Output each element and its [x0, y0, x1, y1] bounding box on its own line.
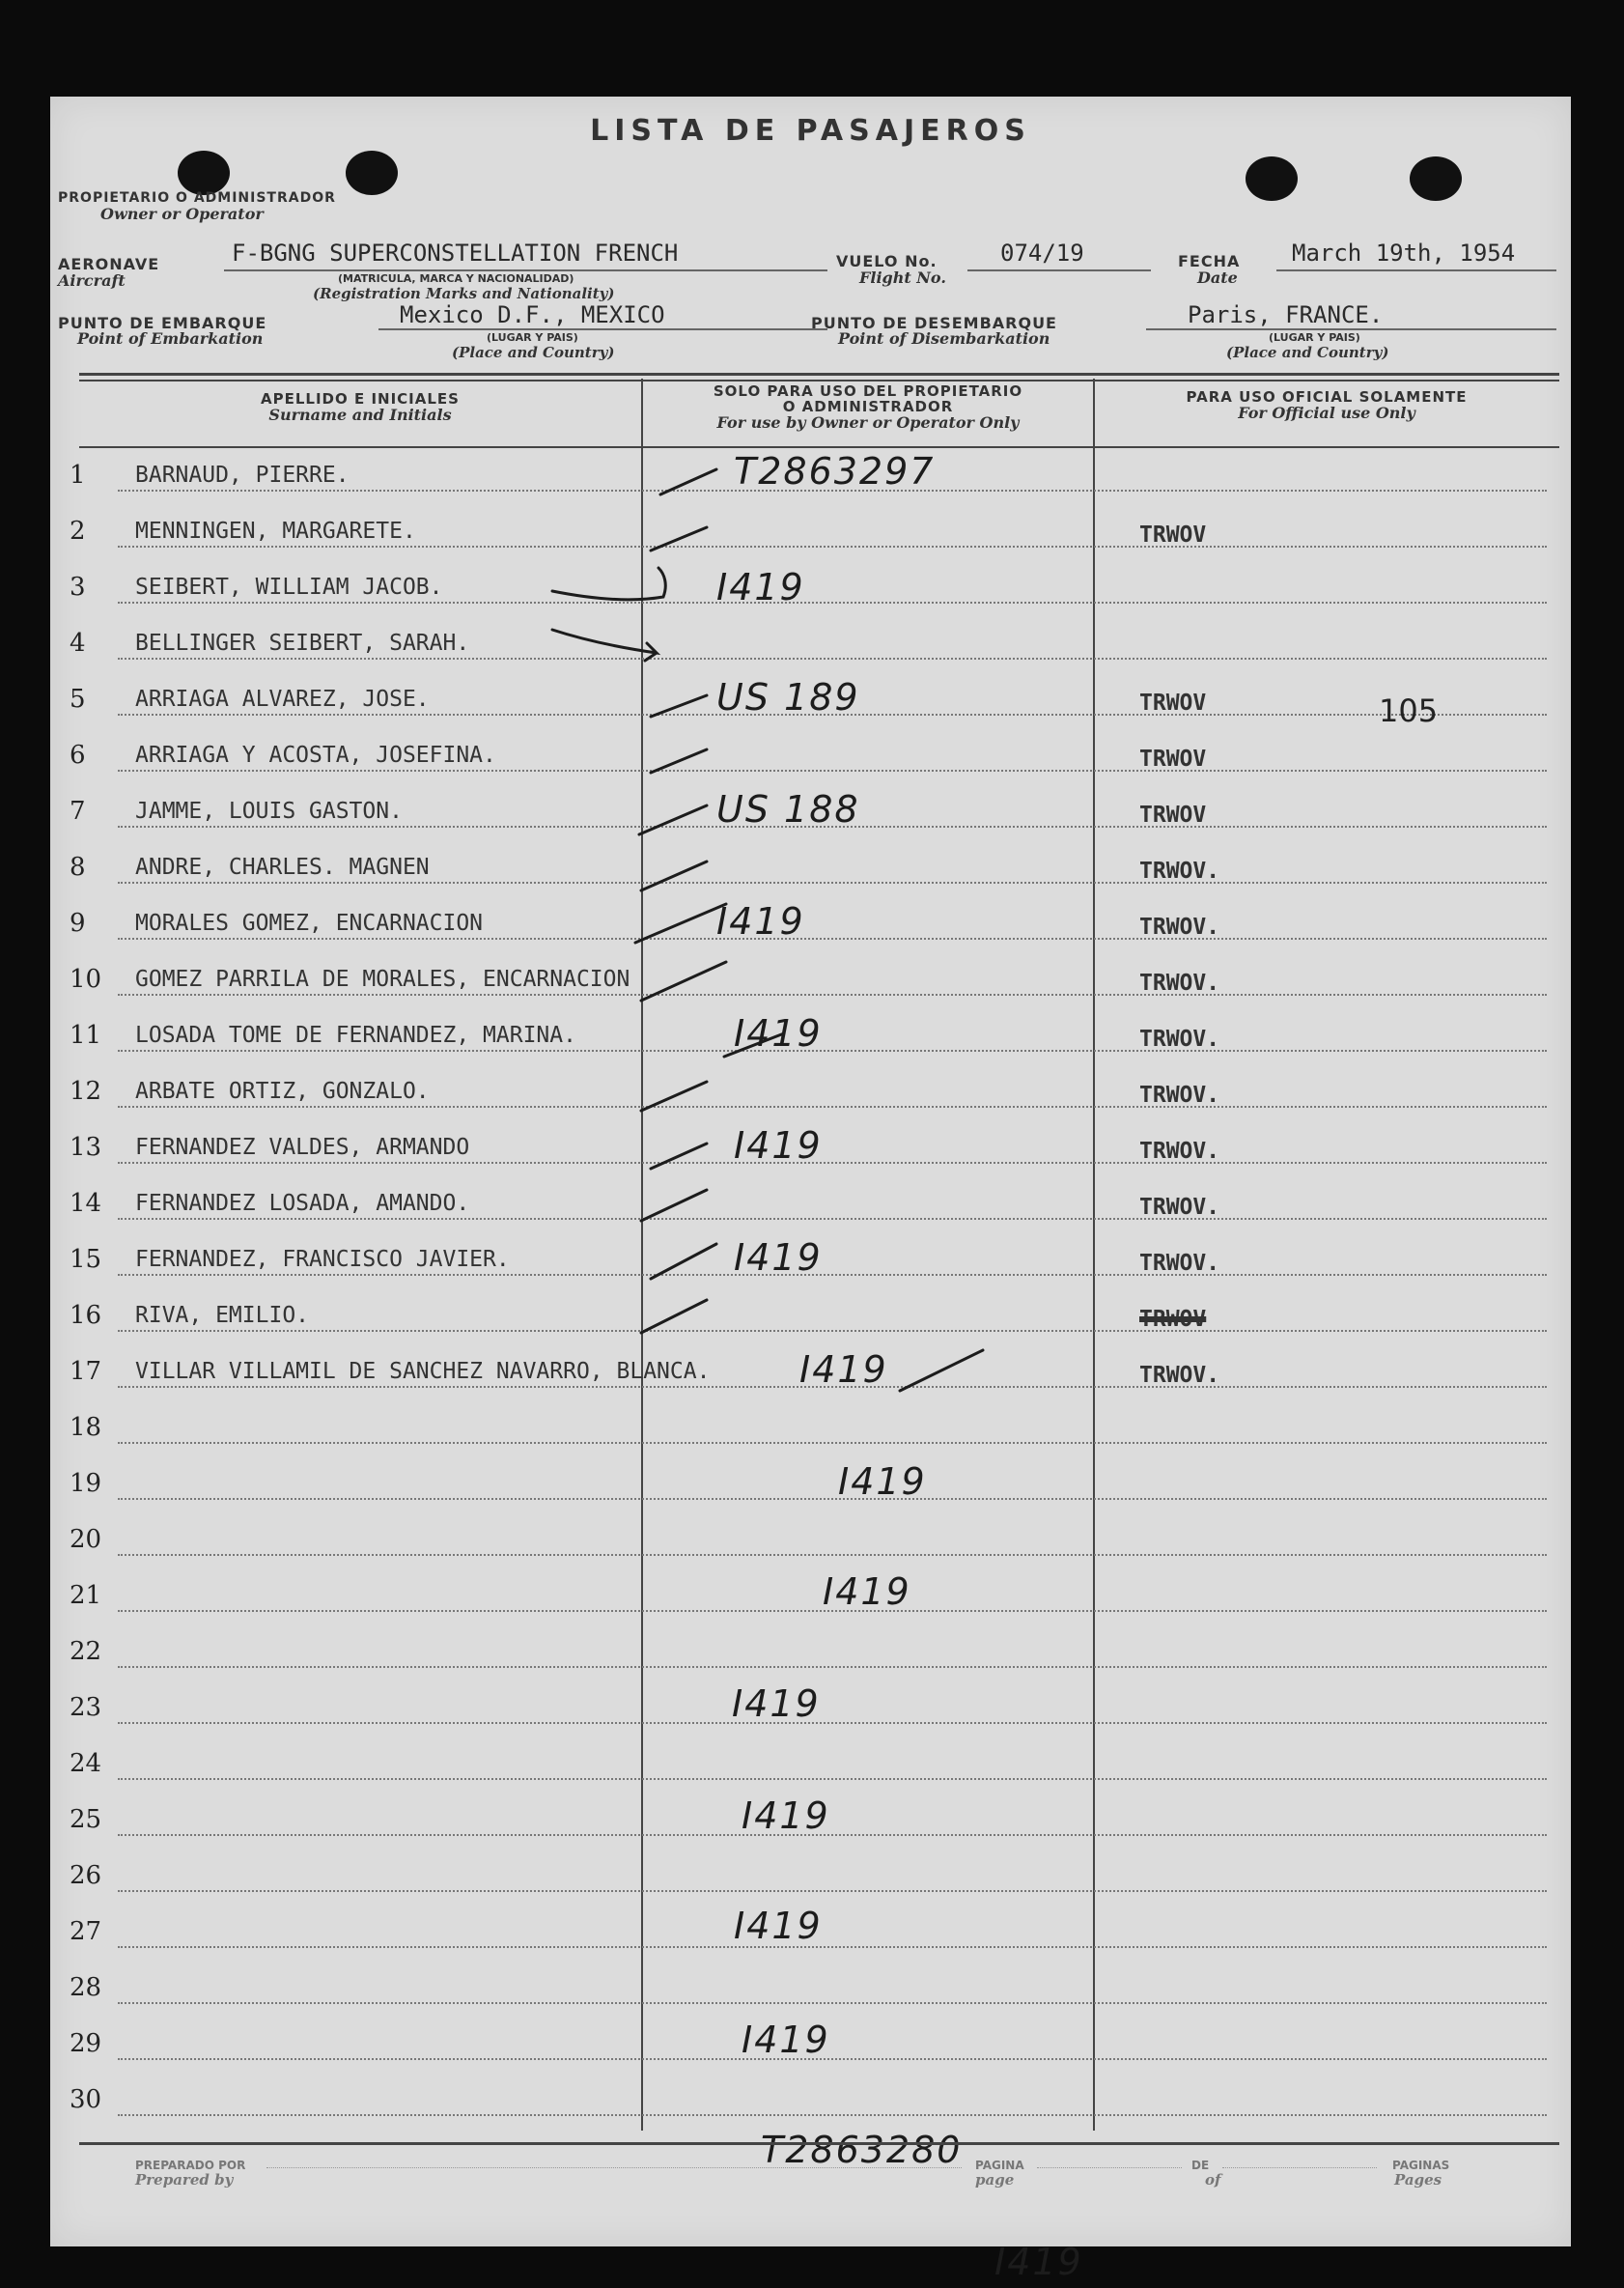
passenger-name: GOMEZ PARRILA DE MORALES, ENCARNACION: [135, 967, 630, 992]
row-number: 1: [70, 461, 86, 490]
passenger-name: FERNANDEZ LOSADA, AMANDO.: [135, 1191, 470, 1216]
passenger-name: LOSADA TOME DE FERNANDEZ, MARINA.: [135, 1023, 576, 1048]
flight-value: 074/19: [1000, 240, 1084, 267]
row-number: 28: [70, 1973, 102, 2002]
row-number: 20: [70, 1525, 102, 1554]
check-mark: [639, 805, 707, 834]
owner-code: I419: [838, 1460, 927, 1503]
row-number: 14: [70, 1189, 102, 1218]
check-mark: [641, 1082, 707, 1111]
aircraft-sub: (MATRICULA, MARCA Y NACIONALIDAD): [338, 272, 574, 285]
row-number: 18: [70, 1413, 102, 1442]
owner-code: T2863297: [734, 450, 936, 493]
check-mark: [641, 962, 726, 1001]
row-number: 30: [70, 2085, 102, 2114]
row-number: 15: [70, 1245, 102, 1274]
pages-label-en: Pages: [1394, 2171, 1442, 2189]
check-mark: [641, 1190, 707, 1221]
owner-code: I419: [799, 1348, 888, 1391]
prepared-underline: [266, 2167, 962, 2168]
check-mark: [651, 695, 707, 717]
row-number: 11: [70, 1021, 102, 1050]
disembark-label: PUNTO DE DESEMBARQUE: [811, 314, 1057, 332]
official-column-title: PARA USO OFICIAL SOLAMENTE: [1186, 388, 1468, 406]
name-column-subtitle: Surname and Initials: [268, 405, 452, 424]
passenger-name: BELLINGER SEIBERT, SARAH.: [135, 631, 470, 656]
official-stamp: TRWOV: [1139, 523, 1207, 548]
passenger-name: VILLAR VILLAMIL DE SANCHEZ NAVARRO, BLANCA.: [135, 1359, 711, 1384]
embark-label: PUNTO DE EMBARQUE: [58, 314, 267, 332]
disembark-label-en: Point of Disembarkation: [838, 329, 1050, 348]
row-number: 26: [70, 1861, 102, 1890]
official-stamp: TRWOV: [1139, 1307, 1207, 1332]
check-mark: [635, 904, 726, 943]
pages-label: PAGINAS: [1392, 2159, 1450, 2172]
row-number: 19: [70, 1469, 102, 1498]
check-mark: [651, 749, 707, 773]
disembark-value: Paris, FRANCE.: [1188, 301, 1384, 328]
owner-code: T2863280: [761, 2129, 963, 2171]
passenger-name: ARRIAGA ALVAREZ, JOSE.: [135, 687, 430, 712]
passenger-name: JAMME, LOUIS GASTON.: [135, 799, 403, 824]
page-label-en: page: [975, 2171, 1015, 2189]
of-label: DE: [1191, 2159, 1210, 2172]
row-number: 25: [70, 1805, 102, 1834]
prepared-label-en: Prepared by: [135, 2171, 234, 2189]
check-mark: [641, 1300, 707, 1333]
official-column-subtitle: For Official use Only: [1238, 403, 1415, 422]
row-number: 29: [70, 2029, 102, 2058]
check-mark: [660, 469, 716, 494]
official-stamp: TRWOV: [1139, 803, 1207, 828]
owner-code: I419: [716, 900, 805, 943]
official-note: 105: [1379, 692, 1439, 729]
owner-label: PROPIETARIO O ADMINISTRADOR: [58, 190, 336, 206]
name-column-title: APELLIDO E INICIALES: [261, 390, 460, 408]
passenger-name: MENNINGEN, MARGARETE.: [135, 519, 416, 544]
aircraft-label: AERONAVE: [58, 255, 160, 273]
check-mark: [641, 862, 707, 890]
check-mark: [651, 1244, 716, 1279]
row-number: 22: [70, 1637, 102, 1666]
owner-code: I419: [734, 1124, 823, 1167]
passenger-name: RIVA, EMILIO.: [135, 1303, 310, 1328]
official-stamp: TRWOV.: [1139, 859, 1220, 884]
owner-code: I419: [742, 2019, 830, 2061]
official-stamp: TRWOV.: [1139, 1363, 1220, 1388]
official-stamp: TRWOV.: [1139, 1195, 1220, 1220]
embark-value: Mexico D.F., MEXICO: [400, 301, 665, 328]
aircraft-label-en: Aircraft: [58, 271, 126, 290]
check-mark: [651, 1144, 707, 1169]
row-number: 10: [70, 965, 102, 994]
official-stamp: TRWOV.: [1139, 1027, 1220, 1052]
owner-code: I419: [994, 2241, 1083, 2283]
row-number: 9: [70, 909, 86, 938]
owner-code: I419: [823, 1570, 911, 1613]
arrow-mark: [552, 568, 665, 600]
check-mark: [651, 527, 707, 551]
of-underline: [1222, 2167, 1377, 2168]
embark-sub: (LUGAR Y PAIS): [487, 331, 578, 344]
aircraft-value: F-BGNG SUPERCONSTELLATION FRENCH: [232, 240, 679, 267]
row-number: 3: [70, 573, 86, 602]
passenger-name: BARNAUD, PIERRE.: [135, 463, 350, 488]
row-number: 2: [70, 517, 86, 546]
date-value: March 19th, 1954: [1292, 240, 1516, 267]
official-stamp: TRWOV.: [1139, 915, 1220, 940]
owner-column-title: SOLO PARA USO DEL PROPIETARIO: [713, 382, 1023, 400]
row-number: 23: [70, 1693, 102, 1722]
official-stamp: TRWOV: [1139, 691, 1207, 716]
row-number: 17: [70, 1357, 102, 1386]
row-number: 27: [70, 1917, 102, 1946]
date-label-en: Date: [1197, 268, 1238, 287]
official-stamp: TRWOV.: [1139, 1083, 1220, 1108]
owner-column-title-2: O ADMINISTRADOR: [782, 397, 954, 415]
owner-label-en: Owner or Operator: [100, 205, 264, 223]
owner-code: US 189: [716, 676, 860, 719]
owner-code: I419: [734, 1236, 823, 1279]
row-number: 13: [70, 1133, 102, 1162]
row-number: 21: [70, 1581, 102, 1610]
passenger-name: ARRIAGA Y ACOSTA, JOSEFINA.: [135, 743, 496, 768]
owner-code: I419: [732, 1682, 821, 1725]
of-label-en: of: [1205, 2171, 1221, 2189]
official-stamp: TRWOV.: [1139, 971, 1220, 996]
owner-code: I419: [734, 1012, 823, 1055]
passenger-name: ARBATE ORTIZ, GONZALO.: [135, 1079, 430, 1104]
owner-code: I419: [734, 1905, 823, 1947]
official-stamp: TRWOV.: [1139, 1251, 1220, 1276]
flight-label: VUELO No.: [836, 252, 938, 270]
passenger-name: MORALES GOMEZ, ENCARNACION: [135, 911, 484, 936]
handwritten-check-marks: [50, 97, 1571, 2246]
owner-column-subtitle: For use by Owner or Operator Only: [716, 412, 1020, 432]
aircraft-sub-en: (Registration Marks and Nationality): [313, 285, 615, 302]
page-underline: [1037, 2167, 1182, 2168]
owner-code: I419: [742, 1794, 830, 1837]
footer-rule: [79, 2142, 1559, 2145]
check-mark: [900, 1350, 983, 1391]
passenger-name: FERNANDEZ VALDES, ARMANDO: [135, 1135, 470, 1160]
official-stamp: TRWOV.: [1139, 1139, 1220, 1164]
owner-code: I419: [716, 566, 805, 608]
date-label: FECHA: [1178, 252, 1241, 270]
passenger-name: ANDRE, CHARLES. MAGNEN: [135, 855, 430, 880]
row-number: 24: [70, 1749, 102, 1778]
passenger-name: SEIBERT, WILLIAM JACOB.: [135, 575, 443, 600]
row-number: 5: [70, 685, 86, 714]
official-stamp: TRWOV: [1139, 747, 1207, 772]
row-number: 6: [70, 741, 86, 770]
row-number: 7: [70, 797, 86, 826]
form-title: LISTA DE PASAJEROS: [590, 114, 1031, 148]
check-mark: [724, 1033, 784, 1057]
page-label: PAGINA: [975, 2159, 1024, 2172]
passenger-name: FERNANDEZ, FRANCISCO JAVIER.: [135, 1247, 510, 1272]
owner-code: US 188: [716, 788, 860, 831]
flight-label-en: Flight No.: [859, 268, 946, 287]
embark-label-en: Point of Embarkation: [77, 329, 264, 348]
passenger-list-form: [50, 97, 1571, 2283]
row-number: 12: [70, 1077, 102, 1106]
embark-sub-en: (Place and Country): [452, 344, 615, 361]
arrow-mark: [552, 630, 657, 661]
disembark-sub-en: (Place and Country): [1226, 344, 1389, 361]
disembark-sub: (LUGAR Y PAIS): [1269, 331, 1360, 344]
row-number: 8: [70, 853, 86, 882]
row-number: 4: [70, 629, 86, 658]
prepared-label: PREPARADO POR: [135, 2159, 246, 2172]
row-number: 16: [70, 1301, 102, 1330]
